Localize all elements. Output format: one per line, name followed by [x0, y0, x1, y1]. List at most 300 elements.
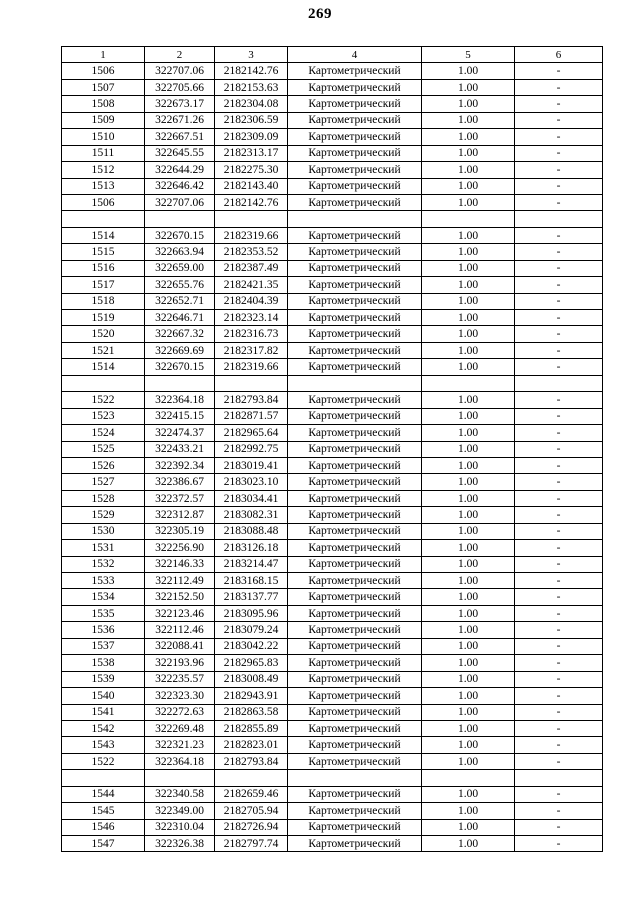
note-cell: -	[515, 293, 603, 309]
y-coordinate-cell: 2182823.01	[215, 737, 288, 753]
note-cell: -	[515, 474, 603, 490]
point-number-cell: 1516	[62, 260, 145, 276]
table-row	[62, 392, 603, 408]
table-row-separator	[62, 770, 603, 786]
note-cell: -	[515, 178, 603, 194]
table-row	[62, 737, 603, 753]
y-coordinate-cell	[215, 770, 288, 786]
table-row-separator	[62, 211, 603, 227]
method-cell: Картометрический	[288, 556, 422, 572]
point-number-cell: 1523	[62, 408, 145, 424]
note-cell	[515, 375, 603, 391]
x-coordinate-cell: 322659.00	[145, 260, 215, 276]
accuracy-cell: 1.00	[422, 573, 515, 589]
point-number-cell: 1520	[62, 326, 145, 342]
accuracy-cell: 1.00	[422, 457, 515, 473]
x-coordinate-cell: 322235.57	[145, 671, 215, 687]
y-coordinate-cell: 2182992.75	[215, 441, 288, 457]
point-number-cell	[62, 770, 145, 786]
accuracy-cell: 1.00	[422, 589, 515, 605]
x-coordinate-cell: 322152.50	[145, 589, 215, 605]
x-coordinate-cell: 322305.19	[145, 523, 215, 539]
note-cell: -	[515, 408, 603, 424]
method-cell: Картометрический	[288, 638, 422, 654]
point-number-cell: 1522	[62, 392, 145, 408]
accuracy-cell: 1.00	[422, 655, 515, 671]
x-coordinate-cell: 322670.15	[145, 227, 215, 243]
point-number-cell: 1547	[62, 836, 145, 852]
table-row	[62, 720, 603, 736]
accuracy-cell: 1.00	[422, 441, 515, 457]
table-row	[62, 605, 603, 621]
x-coordinate-cell: 322312.87	[145, 507, 215, 523]
note-cell: -	[515, 622, 603, 638]
method-cell: Картометрический	[288, 507, 422, 523]
column-header-x: 2	[145, 47, 215, 63]
note-cell	[515, 211, 603, 227]
table-row	[62, 836, 603, 852]
table-row	[62, 638, 603, 654]
method-cell	[288, 770, 422, 786]
y-coordinate-cell: 2182863.58	[215, 704, 288, 720]
method-cell: Картометрический	[288, 425, 422, 441]
accuracy-cell: 1.00	[422, 688, 515, 704]
method-cell: Картометрический	[288, 523, 422, 539]
method-cell: Картометрический	[288, 441, 422, 457]
method-cell: Картометрический	[288, 836, 422, 852]
table-row	[62, 96, 603, 112]
accuracy-cell: 1.00	[422, 79, 515, 95]
x-coordinate-cell: 322663.94	[145, 244, 215, 260]
method-cell: Картометрический	[288, 655, 422, 671]
note-cell: -	[515, 688, 603, 704]
x-coordinate-cell: 322474.37	[145, 425, 215, 441]
note-cell: -	[515, 803, 603, 819]
accuracy-cell	[422, 375, 515, 391]
method-cell: Картометрический	[288, 194, 422, 210]
x-coordinate-cell: 322644.29	[145, 162, 215, 178]
accuracy-cell: 1.00	[422, 227, 515, 243]
x-coordinate-cell: 322433.21	[145, 441, 215, 457]
method-cell: Картометрический	[288, 63, 422, 79]
x-coordinate-cell: 322112.46	[145, 622, 215, 638]
accuracy-cell: 1.00	[422, 129, 515, 145]
table-row-separator	[62, 375, 603, 391]
point-number-cell: 1509	[62, 112, 145, 128]
method-cell: Картометрический	[288, 293, 422, 309]
x-coordinate-cell	[145, 211, 215, 227]
note-cell: -	[515, 129, 603, 145]
y-coordinate-cell	[215, 211, 288, 227]
point-number-cell	[62, 375, 145, 391]
table-row	[62, 277, 603, 293]
note-cell	[515, 770, 603, 786]
y-coordinate-cell: 2182965.64	[215, 425, 288, 441]
point-number-cell: 1531	[62, 540, 145, 556]
method-cell: Картометрический	[288, 392, 422, 408]
note-cell: -	[515, 310, 603, 326]
x-coordinate-cell: 322340.58	[145, 786, 215, 802]
method-cell: Картометрический	[288, 737, 422, 753]
point-number-cell: 1532	[62, 556, 145, 572]
method-cell: Картометрический	[288, 457, 422, 473]
table-row	[62, 310, 603, 326]
table-row	[62, 112, 603, 128]
y-coordinate-cell: 2182319.66	[215, 227, 288, 243]
point-number-cell: 1536	[62, 622, 145, 638]
x-coordinate-cell: 322326.38	[145, 836, 215, 852]
point-number-cell: 1526	[62, 457, 145, 473]
point-number-cell: 1528	[62, 490, 145, 506]
point-number-cell: 1506	[62, 194, 145, 210]
table-row	[62, 425, 603, 441]
accuracy-cell: 1.00	[422, 737, 515, 753]
point-number-cell: 1538	[62, 655, 145, 671]
note-cell: -	[515, 326, 603, 342]
note-cell: -	[515, 244, 603, 260]
y-coordinate-cell: 2182659.46	[215, 786, 288, 802]
y-coordinate-cell: 2183019.41	[215, 457, 288, 473]
note-cell: -	[515, 194, 603, 210]
method-cell: Картометрический	[288, 704, 422, 720]
y-coordinate-cell: 2182319.66	[215, 359, 288, 375]
note-cell: -	[515, 79, 603, 95]
y-coordinate-cell: 2182304.08	[215, 96, 288, 112]
accuracy-cell: 1.00	[422, 392, 515, 408]
table-row	[62, 589, 603, 605]
accuracy-cell: 1.00	[422, 556, 515, 572]
method-cell: Картометрический	[288, 605, 422, 621]
x-coordinate-cell: 322323.30	[145, 688, 215, 704]
table-row	[62, 507, 603, 523]
point-number-cell: 1539	[62, 671, 145, 687]
y-coordinate-cell: 2182142.76	[215, 63, 288, 79]
table-row	[62, 753, 603, 769]
note-cell: -	[515, 457, 603, 473]
note-cell: -	[515, 737, 603, 753]
method-cell: Картометрический	[288, 359, 422, 375]
table-row	[62, 803, 603, 819]
note-cell: -	[515, 671, 603, 687]
method-cell: Картометрический	[288, 671, 422, 687]
x-coordinate-cell: 322392.34	[145, 457, 215, 473]
x-coordinate-cell: 322112.49	[145, 573, 215, 589]
table-row	[62, 540, 603, 556]
note-cell: -	[515, 96, 603, 112]
note-cell: -	[515, 342, 603, 358]
x-coordinate-cell: 322310.04	[145, 819, 215, 835]
table-row	[62, 819, 603, 835]
note-cell: -	[515, 162, 603, 178]
x-coordinate-cell: 322669.69	[145, 342, 215, 358]
y-coordinate-cell: 2182275.30	[215, 162, 288, 178]
note-cell: -	[515, 392, 603, 408]
table-row	[62, 408, 603, 424]
x-coordinate-cell: 322088.41	[145, 638, 215, 654]
point-number-cell: 1522	[62, 753, 145, 769]
column-header-point: 1	[62, 47, 145, 63]
accuracy-cell: 1.00	[422, 408, 515, 424]
note-cell: -	[515, 556, 603, 572]
x-coordinate-cell: 322707.06	[145, 194, 215, 210]
point-number-cell: 1506	[62, 63, 145, 79]
method-cell: Картометрический	[288, 573, 422, 589]
x-coordinate-cell: 322645.55	[145, 145, 215, 161]
x-coordinate-cell: 322146.33	[145, 556, 215, 572]
y-coordinate-cell: 2182313.17	[215, 145, 288, 161]
method-cell: Картометрический	[288, 277, 422, 293]
point-number-cell: 1534	[62, 589, 145, 605]
y-coordinate-cell: 2183126.18	[215, 540, 288, 556]
x-coordinate-cell: 322364.18	[145, 392, 215, 408]
y-coordinate-cell: 2183082.31	[215, 507, 288, 523]
method-cell	[288, 375, 422, 391]
x-coordinate-cell: 322667.32	[145, 326, 215, 342]
accuracy-cell	[422, 211, 515, 227]
note-cell: -	[515, 507, 603, 523]
y-coordinate-cell: 2182142.76	[215, 194, 288, 210]
table-body	[62, 63, 603, 852]
y-coordinate-cell: 2182404.39	[215, 293, 288, 309]
accuracy-cell: 1.00	[422, 803, 515, 819]
method-cell: Картометрический	[288, 244, 422, 260]
method-cell: Картометрический	[288, 720, 422, 736]
note-cell: -	[515, 540, 603, 556]
method-cell: Картометрический	[288, 129, 422, 145]
accuracy-cell: 1.00	[422, 720, 515, 736]
note-cell: -	[515, 145, 603, 161]
point-number-cell: 1535	[62, 605, 145, 621]
x-coordinate-cell: 322707.06	[145, 63, 215, 79]
method-cell: Картометрический	[288, 178, 422, 194]
y-coordinate-cell: 2182143.40	[215, 178, 288, 194]
y-coordinate-cell: 2183088.48	[215, 523, 288, 539]
table-row	[62, 63, 603, 79]
x-coordinate-cell	[145, 375, 215, 391]
method-cell: Картометрический	[288, 688, 422, 704]
x-coordinate-cell: 322256.90	[145, 540, 215, 556]
note-cell: -	[515, 720, 603, 736]
x-coordinate-cell: 322372.57	[145, 490, 215, 506]
point-number-cell: 1530	[62, 523, 145, 539]
note-cell: -	[515, 605, 603, 621]
y-coordinate-cell: 2183168.15	[215, 573, 288, 589]
table-row	[62, 342, 603, 358]
note-cell: -	[515, 523, 603, 539]
note-cell: -	[515, 425, 603, 441]
table-row	[62, 359, 603, 375]
note-cell: -	[515, 441, 603, 457]
note-cell: -	[515, 638, 603, 654]
note-cell: -	[515, 490, 603, 506]
x-coordinate-cell: 322364.18	[145, 753, 215, 769]
method-cell: Картометрический	[288, 803, 422, 819]
point-number-cell: 1511	[62, 145, 145, 161]
table-row	[62, 457, 603, 473]
table-row	[62, 178, 603, 194]
method-cell: Картометрический	[288, 342, 422, 358]
point-number-cell: 1546	[62, 819, 145, 835]
y-coordinate-cell: 2182793.84	[215, 753, 288, 769]
y-coordinate-cell: 2182387.49	[215, 260, 288, 276]
accuracy-cell: 1.00	[422, 819, 515, 835]
note-cell: -	[515, 589, 603, 605]
point-number-cell: 1517	[62, 277, 145, 293]
y-coordinate-cell: 2182797.74	[215, 836, 288, 852]
point-number-cell: 1507	[62, 79, 145, 95]
x-coordinate-cell: 322673.17	[145, 96, 215, 112]
accuracy-cell: 1.00	[422, 260, 515, 276]
table-header-row	[62, 47, 603, 63]
accuracy-cell: 1.00	[422, 540, 515, 556]
y-coordinate-cell: 2182726.94	[215, 819, 288, 835]
note-cell: -	[515, 112, 603, 128]
y-coordinate-cell: 2182943.91	[215, 688, 288, 704]
x-coordinate-cell: 322321.23	[145, 737, 215, 753]
method-cell: Картометрический	[288, 622, 422, 638]
y-coordinate-cell	[215, 375, 288, 391]
accuracy-cell: 1.00	[422, 326, 515, 342]
note-cell: -	[515, 753, 603, 769]
note-cell: -	[515, 63, 603, 79]
accuracy-cell: 1.00	[422, 277, 515, 293]
accuracy-cell: 1.00	[422, 112, 515, 128]
x-coordinate-cell: 322386.67	[145, 474, 215, 490]
accuracy-cell: 1.00	[422, 605, 515, 621]
table-row	[62, 145, 603, 161]
note-cell: -	[515, 573, 603, 589]
table-row	[62, 129, 603, 145]
y-coordinate-cell: 2183042.22	[215, 638, 288, 654]
y-coordinate-cell: 2182353.52	[215, 244, 288, 260]
accuracy-cell: 1.00	[422, 490, 515, 506]
accuracy-cell: 1.00	[422, 836, 515, 852]
method-cell: Картометрический	[288, 540, 422, 556]
x-coordinate-cell: 322123.46	[145, 605, 215, 621]
point-number-cell: 1513	[62, 178, 145, 194]
method-cell: Картометрический	[288, 260, 422, 276]
column-header-accuracy: 5	[422, 47, 515, 63]
point-number-cell: 1525	[62, 441, 145, 457]
table-row	[62, 671, 603, 687]
column-header-note: 6	[515, 47, 603, 63]
y-coordinate-cell: 2182965.83	[215, 655, 288, 671]
point-number-cell: 1515	[62, 244, 145, 260]
accuracy-cell: 1.00	[422, 704, 515, 720]
accuracy-cell: 1.00	[422, 671, 515, 687]
method-cell: Картометрический	[288, 162, 422, 178]
x-coordinate-cell: 322671.26	[145, 112, 215, 128]
y-coordinate-cell: 2182793.84	[215, 392, 288, 408]
table-row	[62, 786, 603, 802]
y-coordinate-cell: 2182705.94	[215, 803, 288, 819]
accuracy-cell: 1.00	[422, 244, 515, 260]
point-number-cell: 1543	[62, 737, 145, 753]
point-number-cell: 1544	[62, 786, 145, 802]
table-row	[62, 556, 603, 572]
y-coordinate-cell: 2182871.57	[215, 408, 288, 424]
table-row	[62, 441, 603, 457]
y-coordinate-cell: 2182309.09	[215, 129, 288, 145]
x-coordinate-cell: 322272.63	[145, 704, 215, 720]
y-coordinate-cell: 2182153.63	[215, 79, 288, 95]
x-coordinate-cell: 322705.66	[145, 79, 215, 95]
note-cell: -	[515, 786, 603, 802]
accuracy-cell: 1.00	[422, 63, 515, 79]
x-coordinate-cell: 322652.71	[145, 293, 215, 309]
y-coordinate-cell: 2182855.89	[215, 720, 288, 736]
y-coordinate-cell: 2183214.47	[215, 556, 288, 572]
method-cell: Картометрический	[288, 753, 422, 769]
page-number: 269	[308, 6, 332, 22]
accuracy-cell: 1.00	[422, 786, 515, 802]
note-cell: -	[515, 260, 603, 276]
accuracy-cell: 1.00	[422, 96, 515, 112]
x-coordinate-cell: 322646.42	[145, 178, 215, 194]
point-number-cell: 1537	[62, 638, 145, 654]
accuracy-cell: 1.00	[422, 162, 515, 178]
method-cell: Картометрический	[288, 589, 422, 605]
y-coordinate-cell: 2182323.14	[215, 310, 288, 326]
point-number-cell: 1514	[62, 359, 145, 375]
x-coordinate-cell: 322667.51	[145, 129, 215, 145]
method-cell: Картометрический	[288, 145, 422, 161]
y-coordinate-cell: 2183023.10	[215, 474, 288, 490]
table-row	[62, 162, 603, 178]
table-row	[62, 523, 603, 539]
point-number-cell: 1545	[62, 803, 145, 819]
point-number-cell: 1514	[62, 227, 145, 243]
point-number-cell	[62, 211, 145, 227]
point-number-cell: 1518	[62, 293, 145, 309]
method-cell: Картометрический	[288, 490, 422, 506]
y-coordinate-cell: 2183137.77	[215, 589, 288, 605]
note-cell: -	[515, 359, 603, 375]
x-coordinate-cell: 322193.96	[145, 655, 215, 671]
table-row	[62, 704, 603, 720]
point-number-cell: 1540	[62, 688, 145, 704]
accuracy-cell: 1.00	[422, 342, 515, 358]
method-cell: Картометрический	[288, 79, 422, 95]
x-coordinate-cell: 322646.71	[145, 310, 215, 326]
point-number-cell: 1524	[62, 425, 145, 441]
point-number-cell: 1527	[62, 474, 145, 490]
x-coordinate-cell: 322670.15	[145, 359, 215, 375]
note-cell: -	[515, 655, 603, 671]
note-cell: -	[515, 819, 603, 835]
method-cell: Картометрический	[288, 227, 422, 243]
column-header-method: 4	[288, 47, 422, 63]
table-row	[62, 79, 603, 95]
accuracy-cell: 1.00	[422, 293, 515, 309]
table-row	[62, 194, 603, 210]
accuracy-cell: 1.00	[422, 194, 515, 210]
y-coordinate-cell: 2183034.41	[215, 490, 288, 506]
point-number-cell: 1533	[62, 573, 145, 589]
x-coordinate-cell: 322415.15	[145, 408, 215, 424]
y-coordinate-cell: 2182316.73	[215, 326, 288, 342]
method-cell: Картометрический	[288, 408, 422, 424]
method-cell: Картометрический	[288, 786, 422, 802]
accuracy-cell	[422, 770, 515, 786]
y-coordinate-cell: 2182421.35	[215, 277, 288, 293]
column-header-y: 3	[215, 47, 288, 63]
y-coordinate-cell: 2183095.96	[215, 605, 288, 621]
method-cell: Картометрический	[288, 96, 422, 112]
note-cell: -	[515, 277, 603, 293]
accuracy-cell: 1.00	[422, 425, 515, 441]
table-row	[62, 293, 603, 309]
